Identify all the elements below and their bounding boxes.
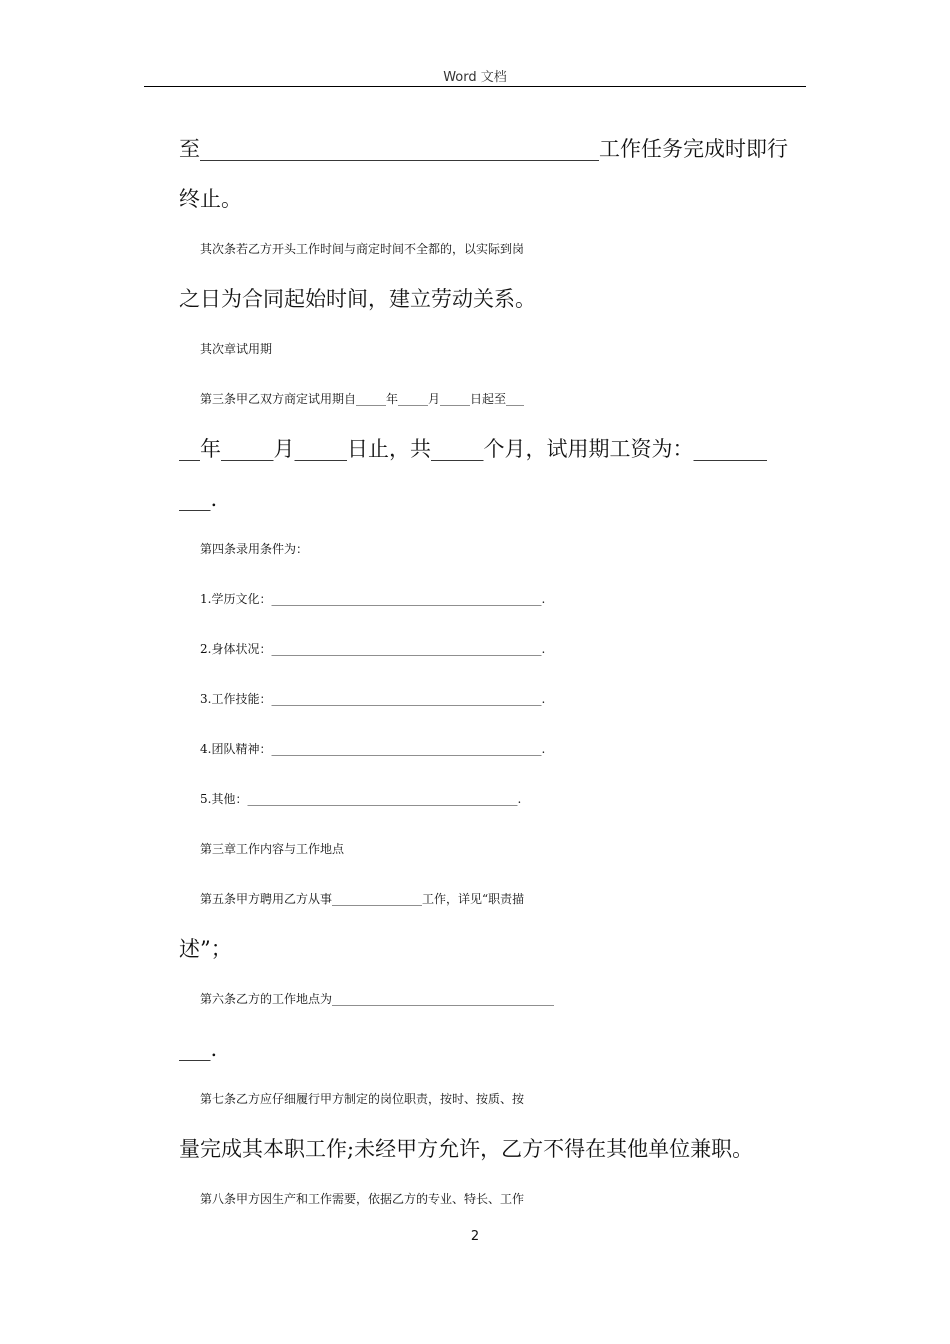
body-line: ___. <box>179 487 218 511</box>
document-body <box>179 124 804 1224</box>
body-line: 第八条甲方因生产和工作需要，依据乙方的专业、特长、工作 <box>200 1192 525 1206</box>
chapter-heading: 其次章试用期 <box>200 342 273 356</box>
body-line: __年_____月_____日止，共_____个月，试用期工资为：_______ <box>179 437 767 461</box>
body-line: 至______________________________________工作任务完成时即行 <box>179 137 788 161</box>
list-item: 2.身体状况：_____________________________________________. <box>200 642 546 656</box>
body-line: 终止。 <box>179 187 242 211</box>
list-item: 4.团队精神：_____________________________________________. <box>200 742 546 756</box>
list-item: 5.其他：_____________________________________________. <box>200 792 522 806</box>
body-line: 第四条录用条件为： <box>200 542 309 556</box>
body-line: 第五条甲方聘用乙方从事_______________工作，详见“职责描 <box>200 892 525 906</box>
header-divider <box>144 86 806 87</box>
body-line: 第六条乙方的工作地点为_____________________________________ <box>200 992 555 1006</box>
body-line: ___. <box>179 1037 218 1061</box>
body-line: 之日为合同起始时间，建立劳动关系。 <box>179 287 536 311</box>
page-number: 2 <box>470 1229 480 1244</box>
chapter-heading: 第三章工作内容与工作地点 <box>200 842 345 856</box>
list-item: 3.工作技能：_____________________________________________. <box>200 692 546 706</box>
body-line: 第三条甲乙双方商定试用期自_____年_____月_____日起至___ <box>200 392 525 406</box>
body-line: 其次条若乙方开头工作时间与商定时间不全都的，以实际到岗 <box>200 242 525 256</box>
page-header: Word 文档 <box>443 70 507 85</box>
body-line: 第七条乙方应仔细履行甲方制定的岗位职责，按时、按质、按 <box>200 1092 525 1106</box>
body-line: 量完成其本职工作;未经甲方允许，乙方不得在其他单位兼职。 <box>179 1137 754 1161</box>
list-item: 1.学历文化：_____________________________________________. <box>200 592 546 606</box>
body-line: 述”； <box>179 937 232 961</box>
